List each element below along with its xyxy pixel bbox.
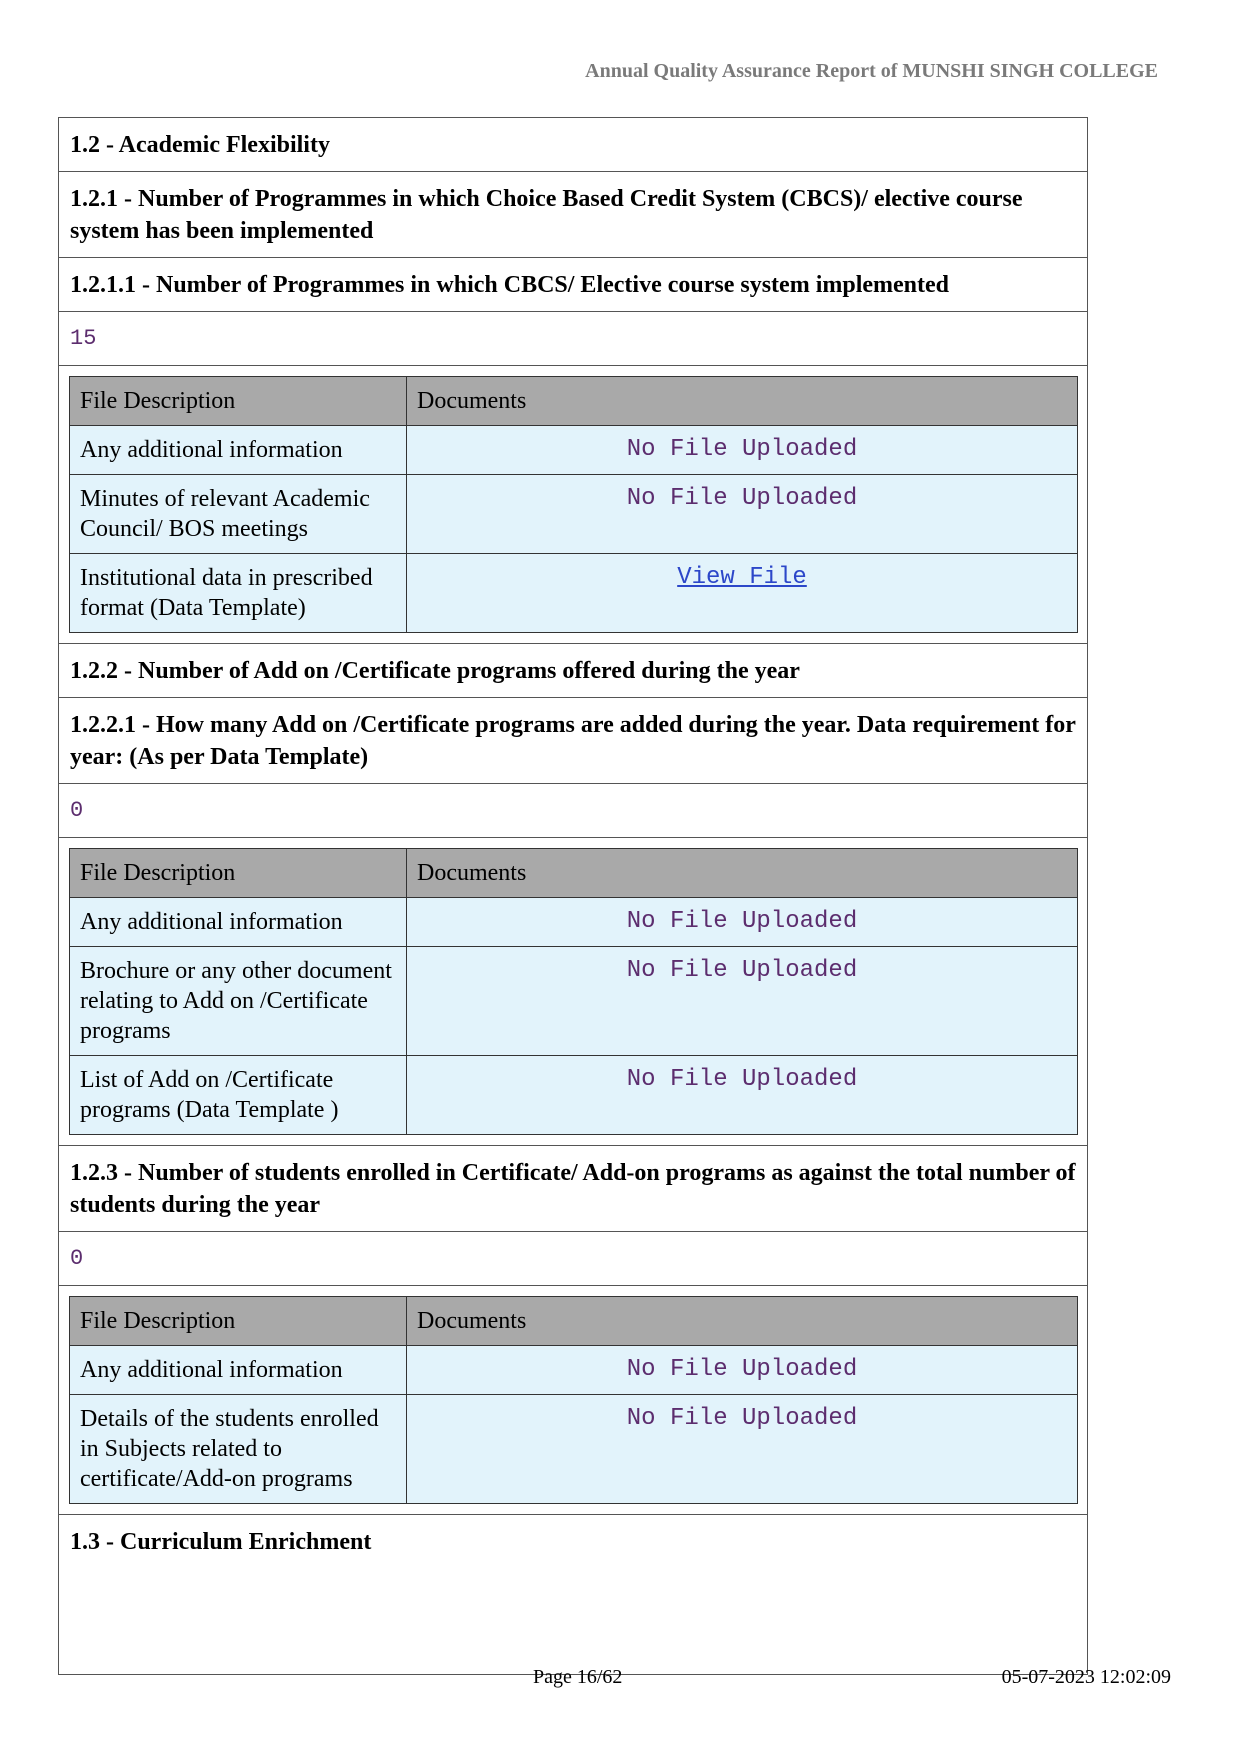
document-status: No File Uploaded [407,1346,1078,1395]
document-status: No File Uploaded [407,426,1078,475]
document-status: No File Uploaded [407,1395,1078,1504]
file-table-1-2-3 [69,1296,1078,1504]
file-description: Any additional information [70,898,407,947]
file-table-1-2-2-1 [69,848,1078,1135]
metric-value-1-2-1-1: 15 [59,312,1087,366]
section-block-1-3 [59,1515,1087,1674]
file-description: Minutes of relevant Academic Council/ BOS meetings [70,475,407,554]
table-row [70,475,1078,554]
metric-title-1-2-2-1: 1.2.2.1 - How many Add on /Certificate programs are added during the year. Data requirement for year: (As per Data Template) [59,698,1087,784]
view-file-link[interactable]: View File [677,564,807,591]
file-description: Any additional information [70,426,407,475]
file-table-wrapper-1-2-2-1 [59,838,1087,1146]
metric-title-1-2-1-1: 1.2.1.1 - Number of Programmes in which CBCS/ Elective course system implemented [59,258,1087,312]
file-table-1-2-1-1 [69,376,1078,633]
table-row [70,1346,1078,1395]
column-header-file-description: File Description [70,377,407,426]
generated-datetime: 05-07-2023 12:02:09 [1001,1666,1171,1688]
file-table-header [70,377,1078,426]
document-status: No File Uploaded [407,947,1078,1056]
column-header-documents: Documents [407,849,1078,898]
document-status: No File Uploaded [407,475,1078,554]
metric-title-1-2-2: 1.2.2 - Number of Add on /Certificate programs offered during the year [59,644,1087,698]
column-header-documents: Documents [407,1297,1078,1346]
file-table-wrapper-1-2-1-1 [59,366,1087,644]
table-row [70,554,1078,633]
file-description: Details of the students enrolled in Subjects related to certificate/Add-on programs [70,1395,407,1504]
table-row [70,426,1078,475]
file-table-header [70,849,1078,898]
metric-value-1-2-2-1: 0 [59,784,1087,838]
section-body-empty [59,1568,1087,1674]
table-row [70,1395,1078,1504]
file-description: Institutional data in prescribed format (Data Template) [70,554,407,633]
section-title-1-2: 1.2 - Academic Flexibility [59,118,1087,172]
document-cell [407,554,1078,633]
file-description: Brochure or any other document relating to Add on /Certificate programs [70,947,407,1056]
document-status: No File Uploaded [407,1056,1078,1135]
criterion-table [58,117,1088,1675]
document-status: No File Uploaded [407,898,1078,947]
column-header-file-description: File Description [70,1297,407,1346]
page-number: Page 16/62 [533,1666,623,1688]
file-table-header [70,1297,1078,1346]
table-row [70,947,1078,1056]
table-row [70,898,1078,947]
table-row [70,1056,1078,1135]
column-header-documents: Documents [407,377,1078,426]
file-description: List of Add on /Certificate programs (Data Template ) [70,1056,407,1135]
file-description: Any additional information [70,1346,407,1395]
file-table-wrapper-1-2-3 [59,1286,1087,1515]
section-title-1-3: 1.3 - Curriculum Enrichment [70,1529,372,1555]
report-header-title: Annual Quality Assurance Report of MUNSHI SINGH COLLEGE [585,60,1158,82]
metric-title-1-2-3: 1.2.3 - Number of students enrolled in Certificate/ Add-on programs as against the total number of students during the year [59,1146,1087,1232]
metric-value-1-2-3: 0 [59,1232,1087,1286]
metric-title-1-2-1: 1.2.1 - Number of Programmes in which Choice Based Credit System (CBCS)/ elective course system has been implemented [59,172,1087,258]
column-header-file-description: File Description [70,849,407,898]
